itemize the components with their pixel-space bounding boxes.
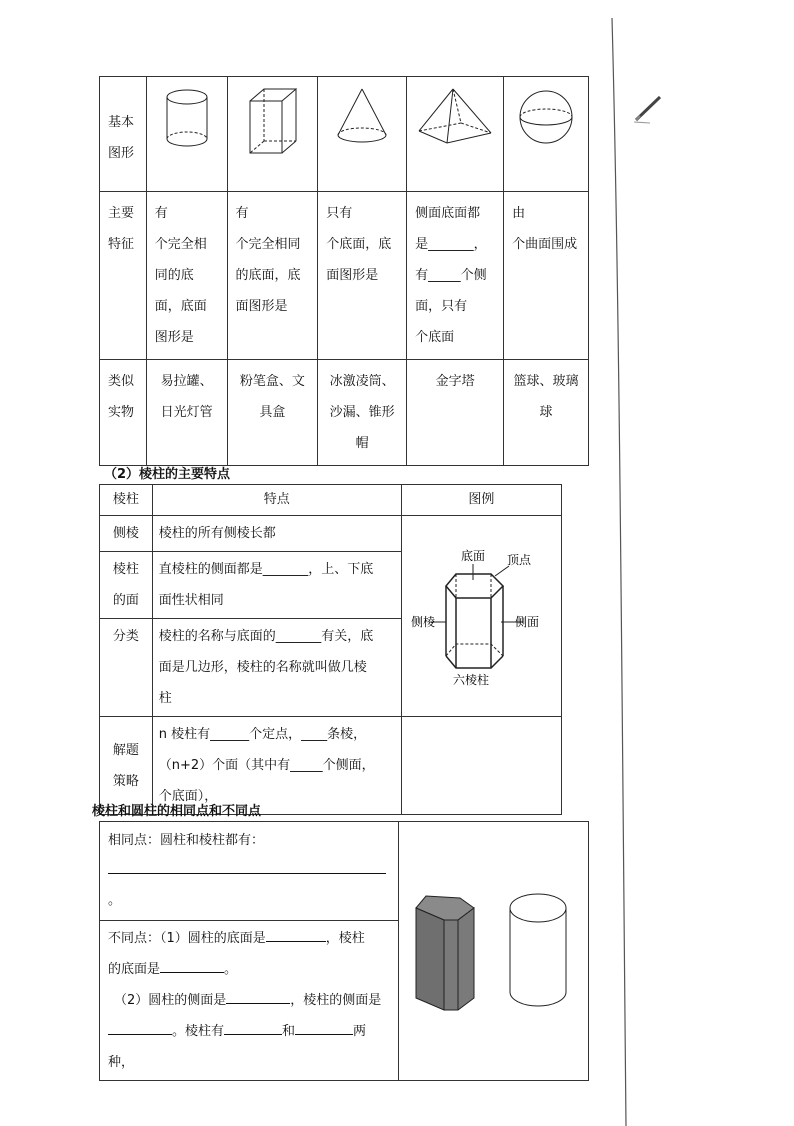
blank-cylinder-base[interactable] xyxy=(266,927,326,942)
blank-prism-type2[interactable] xyxy=(295,1020,353,1035)
shape-cone-cell xyxy=(318,77,407,192)
feature-sphere: 由 个曲面围成 xyxy=(504,192,589,360)
text-lateral-edge: 棱柱的所有侧棱长都 xyxy=(152,516,401,552)
fig-label-vertex: 顶点 xyxy=(507,553,532,567)
shape-sphere-cell xyxy=(504,77,589,192)
blank-prism-base[interactable] xyxy=(160,958,224,973)
sphere-icon xyxy=(516,83,576,149)
compare-figure-cell xyxy=(399,822,589,1081)
cylinder-icon xyxy=(162,83,212,153)
shape-pyramid-cell xyxy=(407,77,504,192)
pyramid-icon xyxy=(415,83,495,149)
header-legend: 图例 xyxy=(401,485,561,516)
row-header-basic-shape: 基本 图形 xyxy=(100,77,147,192)
label-classification: 分类 xyxy=(100,619,153,717)
row-header-similar-objects: 类似 实物 xyxy=(100,360,147,466)
cone-icon xyxy=(332,83,392,149)
header-prism: 棱柱 xyxy=(100,485,153,516)
shape-cuboid-cell xyxy=(227,77,318,192)
example-pyramid: 金字塔 xyxy=(407,360,504,466)
example-cylinder: 易拉罐、 日光灯管 xyxy=(146,360,227,466)
hexagonal-prism-figure xyxy=(411,546,551,686)
feature-cone: 只有 个底面，底 面图形是 xyxy=(318,192,407,360)
text-classification: 棱柱的名称与底面的_______有关，底 面是几边形，棱柱的名称就叫做几棱 柱 xyxy=(152,619,401,717)
cuboid-icon xyxy=(244,83,300,159)
feature-pyramid: 侧面底面都 是_______， 有_____个侧 面，只有 个底面 xyxy=(407,192,504,360)
empty-legend-cell xyxy=(401,717,561,815)
fig-label-lateral-edge: 侧棱 xyxy=(411,615,436,629)
label-prism-faces: 棱柱 的面 xyxy=(100,552,153,619)
text-strategy: n 棱柱有______个定点，____条棱， （n+2）个面（其中有_____个侧面， 个底面）， xyxy=(152,717,401,815)
label-lateral-edge: 侧棱 xyxy=(100,516,153,552)
same-points-label: 相同点：圆柱和棱柱都有： xyxy=(108,833,265,848)
text-prism-faces: 直棱柱的侧面都是_______，上、下底 面性状相同 xyxy=(152,552,401,619)
feature-cuboid: 有 个完全相同 的底面，底 面图形是 xyxy=(227,192,318,360)
label-strategy: 解题 策略 xyxy=(100,717,153,815)
solids-table xyxy=(99,76,589,466)
pen-icon xyxy=(632,94,664,124)
blank-prism-type1[interactable] xyxy=(224,1020,282,1035)
section3-title: 棱柱和圆柱的相同点和不同点 xyxy=(92,804,262,819)
example-cone: 冰激凌筒、 沙漏、锥形 帽 xyxy=(318,360,407,466)
fig-label-hexagonal-prism: 六棱柱 xyxy=(453,673,490,686)
feature-cylinder: 有 个完全相 同的底 面，底面 图形是 xyxy=(146,192,227,360)
header-features: 特点 xyxy=(152,485,401,516)
prism-cylinder-figure xyxy=(402,886,586,1016)
prism-features-table xyxy=(99,484,562,815)
fig-label-base: 底面 xyxy=(461,549,486,563)
same-points-blank[interactable] xyxy=(108,859,386,874)
same-points-cell: 相同点：圆柱和棱柱都有： 。 xyxy=(100,822,399,921)
blank-prism-side[interactable] xyxy=(108,1020,172,1035)
compare-table xyxy=(99,821,589,1081)
different-points-cell: 不同点：（1）圆柱的底面是 ，棱柱 的底面是 。 （2）圆柱的侧面是 ，棱柱的侧面是 。棱柱有 和 两种， xyxy=(100,921,399,1081)
example-cuboid: 粉笔盒、文 具盒 xyxy=(227,360,318,466)
example-sphere: 篮球、玻璃 球 xyxy=(504,360,589,466)
prism-figure-cell xyxy=(401,516,561,717)
blank-cylinder-side[interactable] xyxy=(226,989,290,1004)
section2-title: （2）棱柱的主要特点 xyxy=(104,467,231,482)
cylinder-figure-icon xyxy=(510,894,566,1006)
row-header-main-features: 主要 特征 xyxy=(100,192,147,360)
shape-cylinder-cell xyxy=(146,77,227,192)
margin-line xyxy=(610,18,628,1126)
fig-label-lateral-face: 侧面 xyxy=(515,615,540,629)
